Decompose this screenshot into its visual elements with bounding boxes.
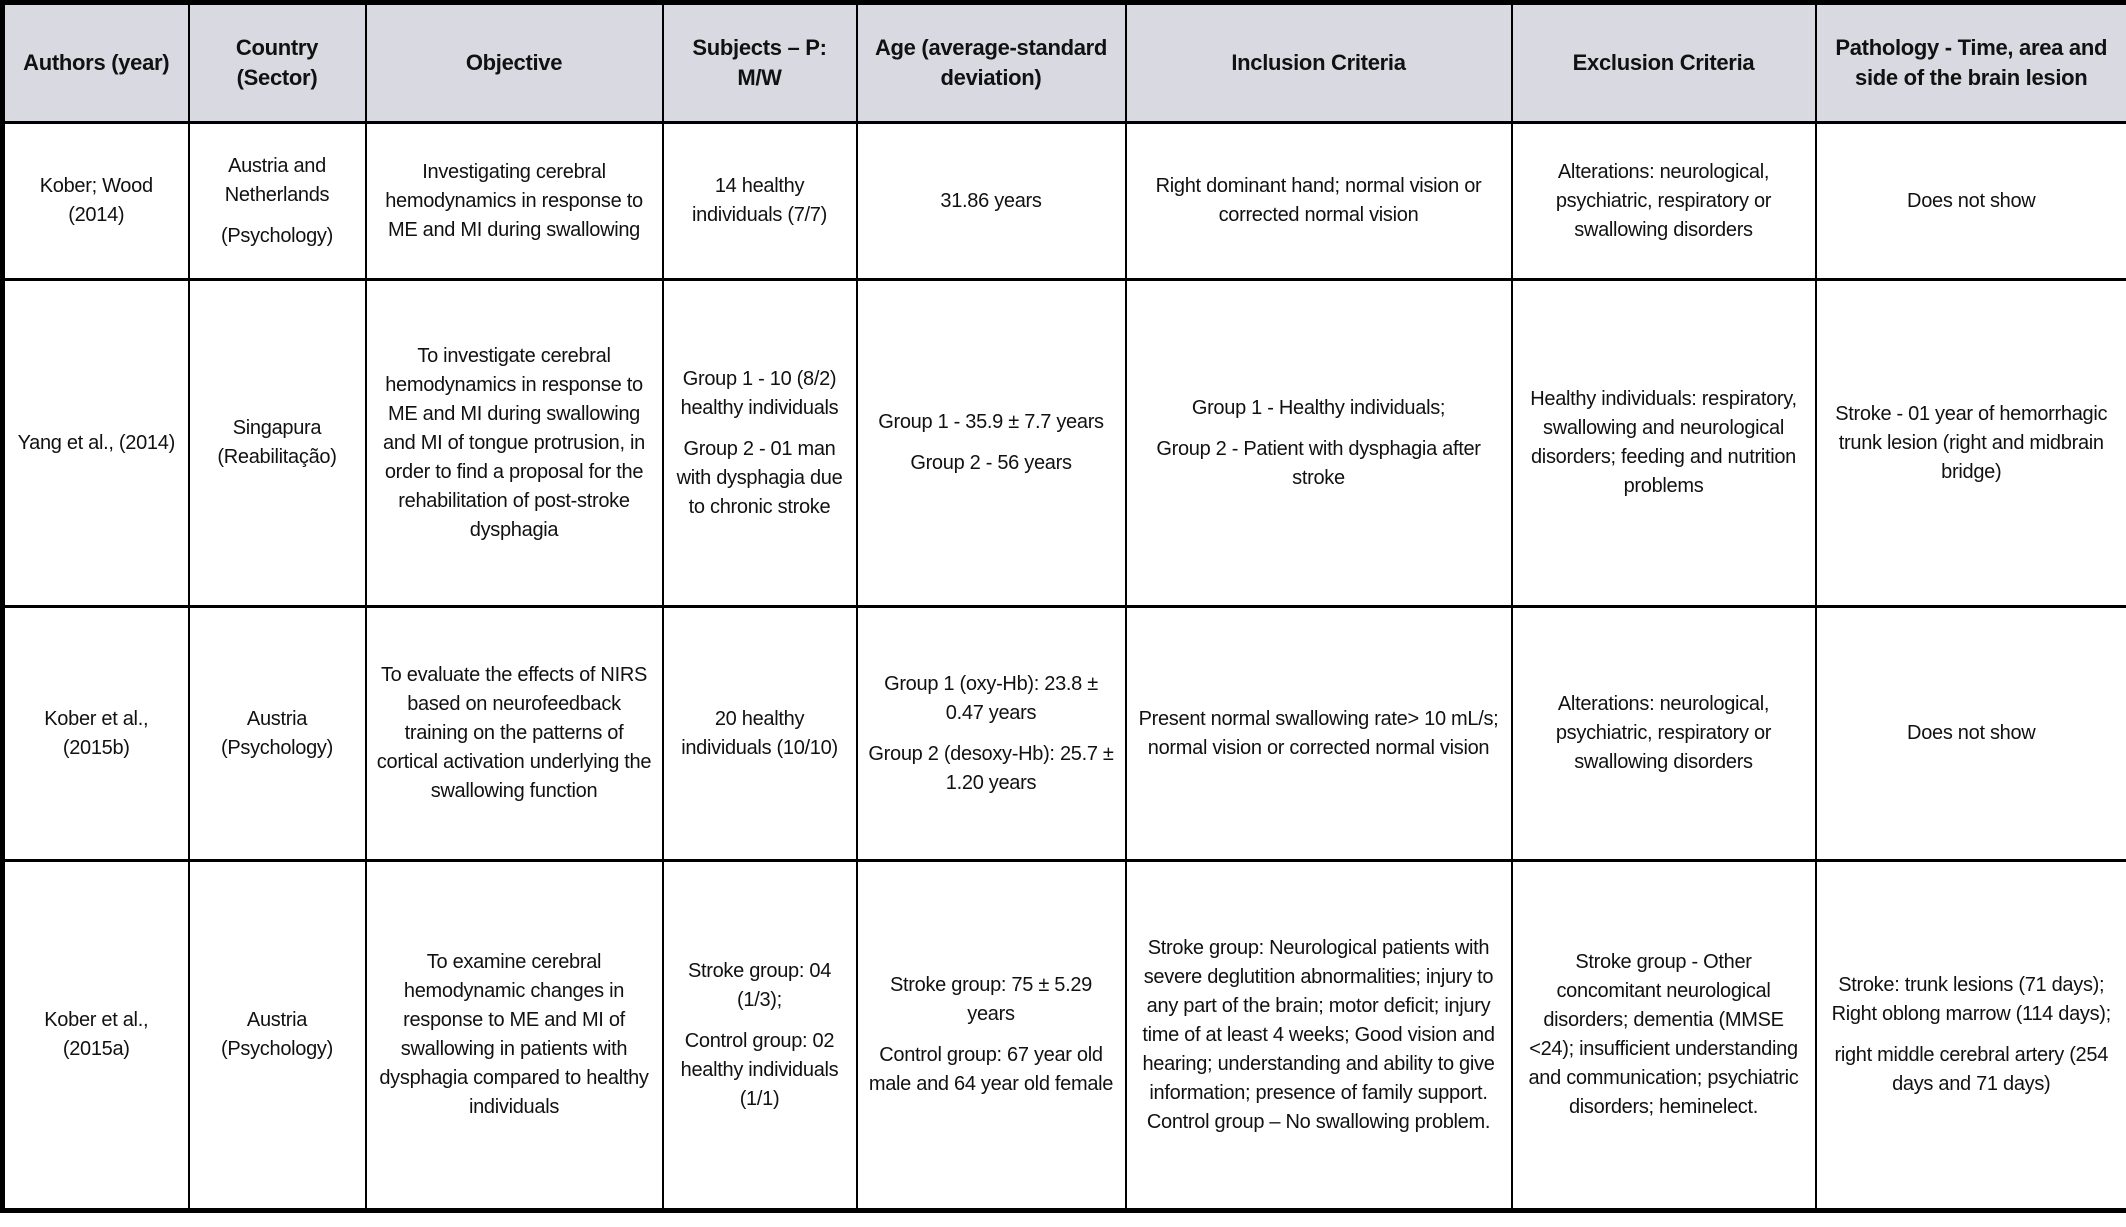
cell-paragraph: Yang et al., (2014) xyxy=(17,431,175,454)
cell-r1-pathology xyxy=(1816,123,2126,280)
cell-r3-inclusion xyxy=(1126,607,1512,861)
cell-r3-exclusion xyxy=(1512,607,1816,861)
cell-r1-inclusion xyxy=(1126,123,1512,280)
cell-r2-objective xyxy=(366,280,663,607)
cell-paragraph: Stroke - 01 year of hemorrhagic trunk lesion (right and midbrain bridge) xyxy=(1835,402,2108,483)
cell-paragraph: Does not show xyxy=(1907,189,2036,212)
cell-paragraph: Healthy individuals: respiratory, swallowing and neurological disorders; feeding and nutrition problems xyxy=(1530,388,1797,497)
cell-paragraph: Austria (Psychology) xyxy=(221,1009,333,1060)
column-header-age: Age (average-standard deviation) xyxy=(857,3,1126,123)
cell-paragraph: Group 1 (oxy-Hb): 23.8 ± 0.47 years xyxy=(884,672,1098,724)
cell-paragraph: Stroke group - Other concomitant neurological disorders; dementia (MMSE <24); insufficient understanding and communication; psychiatric disorders; heminelect. xyxy=(1528,951,1799,1118)
cell-paragraph: 31.86 years xyxy=(940,189,1042,212)
table-row xyxy=(3,607,2126,861)
cell-r1-subjects xyxy=(663,123,857,280)
cell-paragraph: Stroke group: Neurological patients with severe deglutition abnormalities; injury to any part of the brain; motor deficit; injury time of at least 4 weeks; Good vision and hearing; understanding and ability to give information; presence of family support. Control group – No swallowing problem. xyxy=(1142,936,1495,1133)
cell-r3-objective xyxy=(366,607,663,861)
cell-paragraph: Right dominant hand; normal vision or corrected normal vision xyxy=(1155,175,1482,226)
cell-r1-objective xyxy=(366,123,663,280)
column-header-subjects: Subjects – P: M/W xyxy=(663,3,857,123)
cell-paragraph: 14 healthy individuals (7/7) xyxy=(692,175,827,226)
cell-r1-age xyxy=(857,123,1126,280)
cell-r3-subjects xyxy=(663,607,857,861)
column-header-exclusion: Exclusion Criteria xyxy=(1512,3,1816,123)
cell-paragraph: Present normal swallowing rate> 10 mL/s; normal vision or corrected normal vision xyxy=(1138,707,1499,759)
cell-paragraph: Control group: 02 healthy individuals (1/1) xyxy=(680,1029,839,1110)
cell-paragraph: Stroke group: 75 ± 5.29 years xyxy=(890,974,1092,1025)
cell-paragraph: 20 healthy individuals (10/10) xyxy=(681,707,838,759)
cell-paragraph: Group 1 - 35.9 ± 7.7 years xyxy=(878,411,1104,433)
cell-paragraph: Group 2 (desoxy-Hb): 25.7 ± 1.20 years xyxy=(868,742,1114,794)
cell-r3-authors xyxy=(3,607,189,861)
cell-paragraph: (Psychology) xyxy=(221,224,333,247)
cell-paragraph: right middle cerebral artery (254 days and 71 days) xyxy=(1834,1044,2109,1095)
cell-paragraph: Group 2 - 01 man with dysphagia due to chronic stroke xyxy=(676,437,843,518)
table-row xyxy=(3,123,2126,280)
cell-r2-authors xyxy=(3,280,189,607)
cell-paragraph: Group 1 - 10 (8/2) healthy individuals xyxy=(680,367,839,419)
cell-paragraph: Austria and Netherlands xyxy=(224,154,330,206)
cell-paragraph: Alterations: neurological, psychiatric, respiratory or swallowing disorders xyxy=(1555,160,1772,241)
cell-paragraph: Singapura (Reabilitação) xyxy=(217,417,337,468)
column-header-inclusion: Inclusion Criteria xyxy=(1126,3,1512,123)
cell-paragraph: Kober et al., (2015a) xyxy=(44,1009,149,1060)
header-row xyxy=(3,3,2126,123)
cell-r3-country xyxy=(189,607,366,861)
cell-paragraph: Stroke group: 04 (1/3); xyxy=(687,959,832,1011)
cell-r1-exclusion xyxy=(1512,123,1816,280)
cell-r2-subjects xyxy=(663,280,857,607)
cell-paragraph: Group 2 - Patient with dysphagia after stroke xyxy=(1156,437,1481,489)
cell-paragraph: Kober; Wood (2014) xyxy=(39,175,153,226)
cell-r4-authors xyxy=(3,861,189,1211)
cell-paragraph: Stroke: trunk lesions (71 days); Right oblong marrow (114 days); xyxy=(1831,974,2111,1025)
cell-r1-country xyxy=(189,123,366,280)
cell-r3-pathology xyxy=(1816,607,2126,861)
cell-r4-country xyxy=(189,861,366,1211)
cell-r4-age xyxy=(857,861,1126,1211)
cell-paragraph: Austria (Psychology) xyxy=(221,707,333,759)
column-header-country: Country (Sector) xyxy=(189,3,366,123)
cell-r2-exclusion xyxy=(1512,280,1816,607)
cell-paragraph: Alterations: neurological, psychiatric, respiratory or swallowing disorders xyxy=(1555,693,1772,773)
column-header-objective: Objective xyxy=(366,3,663,123)
cell-r2-inclusion xyxy=(1126,280,1512,607)
cell-paragraph: Kober et al., (2015b) xyxy=(44,707,149,759)
cell-paragraph: Group 1 - Healthy individuals; xyxy=(1191,396,1446,419)
cell-r1-authors xyxy=(3,123,189,280)
column-header-pathology: Pathology - Time, area and side of the brain lesion xyxy=(1816,3,2126,123)
cell-paragraph: Control group: 67 year old male and 64 year old female xyxy=(868,1044,1114,1095)
cell-r2-country xyxy=(189,280,366,607)
cell-r3-age xyxy=(857,607,1126,861)
cell-r4-inclusion xyxy=(1126,861,1512,1211)
table-row xyxy=(3,861,2126,1211)
cell-paragraph: Does not show xyxy=(1907,722,2036,744)
cell-r4-exclusion xyxy=(1512,861,1816,1211)
table-row xyxy=(3,280,2126,607)
cell-r4-pathology xyxy=(1816,861,2126,1211)
cell-paragraph: Investigating cerebral hemodynamics in response to ME and MI during swallowing xyxy=(385,160,643,241)
cell-r2-age xyxy=(857,280,1126,607)
cell-r4-objective xyxy=(366,861,663,1211)
column-header-authors: Authors (year) xyxy=(3,3,189,123)
cell-paragraph: To examine cerebral hemodynamic changes in response to ME and MI of swallowing in patients with dysphagia compared to healthy individuals xyxy=(379,951,649,1118)
cell-r4-subjects xyxy=(663,861,857,1211)
cell-r2-pathology xyxy=(1816,280,2126,607)
cell-paragraph: Group 2 - 56 years xyxy=(910,452,1072,474)
cell-paragraph: To evaluate the effects of NIRS based on neurofeedback training on the patterns of cortical activation underlying the swallowing function xyxy=(376,664,652,802)
cell-paragraph: To investigate cerebral hemodynamics in response to ME and MI during swallowing and MI of tongue protrusion, in order to find a proposal for the rehabilitation of post-stroke dysphagia xyxy=(383,344,645,541)
